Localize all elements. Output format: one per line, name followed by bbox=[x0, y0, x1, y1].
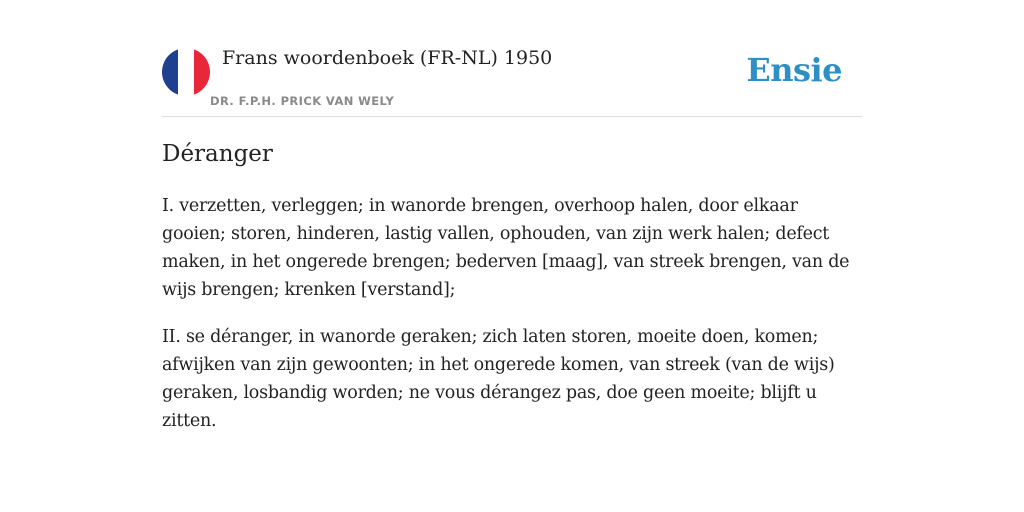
dictionary-author[interactable]: DR. F.P.H. PRICK VAN WELY bbox=[210, 94, 395, 108]
dictionary-header bbox=[162, 0, 862, 117]
definition-paragraph-1: I. verzetten, verleggen; in wanorde brengen, overhoop halen, door elkaar gooien; storen, hinderen, lastig vallen, ophouden, van zijn werk halen; defect maken, in het ongerede brengen; bederven [maag], van streek brengen, van de wijs brengen; krenken [verstand]; bbox=[162, 196, 850, 300]
dictionary-title[interactable]: Frans woordenboek (FR-NL) 1950 bbox=[222, 47, 553, 69]
entry-headword: Déranger bbox=[162, 141, 273, 167]
flag-stripe-white bbox=[178, 48, 194, 96]
french-flag-icon bbox=[162, 48, 210, 96]
definition-paragraph-2: II. se déranger, in wanorde geraken; zich laten storen, moeite doen, komen; afwijken van zijn gewoonten; in het ongerede komen, van streek (van de wijs) geraken, losbandig worden; ne vous dérangez pas, doe geen moeite; blijft u zitten. bbox=[162, 327, 835, 431]
flag-stripe-blue bbox=[162, 48, 178, 96]
dictionary-page bbox=[162, 0, 862, 431]
flag-stripe-red bbox=[194, 48, 210, 96]
ensie-logo[interactable]: Ensie bbox=[746, 51, 842, 89]
